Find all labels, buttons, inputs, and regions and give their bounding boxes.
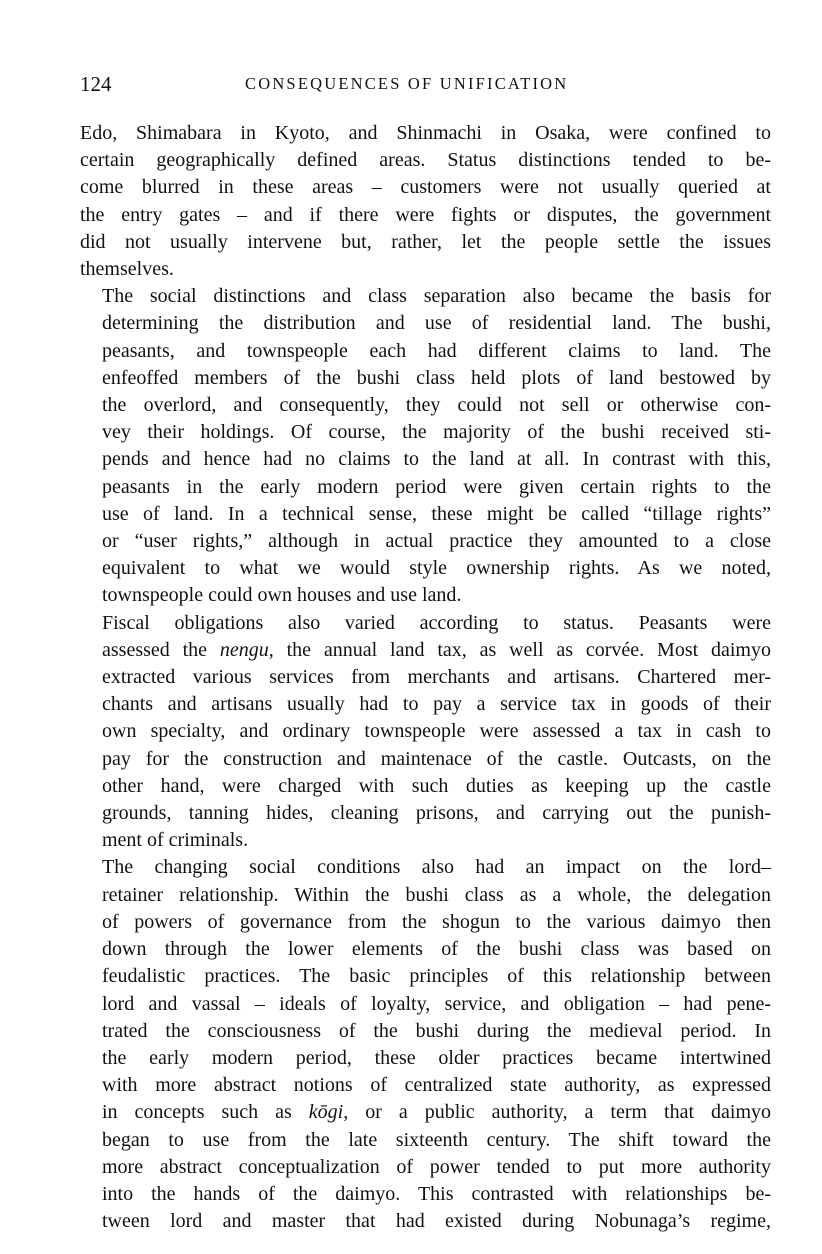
chapter-title: CONSEQUENCES OF UNIFICATION [245,74,569,93]
text-line: other hand, were charged with such duties as keeping up the castle [102,774,771,797]
book-page [80,66,771,1235]
text-line: equivalent to what we would style ownership rights. As we noted, [102,557,771,580]
text-line: peasants in the early modern period were given certain rights to the [102,475,771,498]
text-run: in concepts such as [102,1101,292,1124]
text-line: lord and vassal – ideals of loyalty, service, and obligation – had pene- [102,992,771,1015]
text-line: grounds, tanning hides, cleaning prisons, and carrying out the punish- [102,802,771,825]
text-line: own specialty, and ordinary townspeople were assessed a tax in cash to [102,720,771,743]
text-line: with more abstract notions of centralized state authority, as expressed [102,1074,771,1097]
text-line: Fiscal obligations also varied according to status. Peasants were [102,611,771,634]
text-line: themselves. [80,258,174,281]
running-head [80,66,771,102]
text-line: into the hands of the daimyo. This contrasted with relationships be- [102,1182,771,1205]
body-text [80,120,771,1235]
text-line: feudalistic practices. The basic principles of this relationship between [102,965,771,988]
text-line: began to use from the late sixteenth century. The shift toward the [102,1128,771,1151]
text-line: enfeoffed members of the bushi class held plots of land bestowed by [102,366,771,389]
text-line: The changing social conditions also had an impact on the lord– [102,856,771,879]
text-run: the annual land tax, as well as corvée. Most daimyo [286,638,771,661]
text-line: the overlord, and consequently, they could not sell or otherwise con- [102,394,771,417]
text-line: peasants, and townspeople each had different claims to land. The [102,339,771,362]
text-line: pay for the construction and maintenace of the castle. Outcasts, on the [102,747,771,770]
paragraph-2 [80,283,771,609]
text-run: or a public authority, a term that daimyo [365,1101,772,1124]
text-line: ment of criminals. [102,829,249,852]
page-number: 124 [80,72,112,96]
text-line: of powers of governance from the shogun to the various daimyo then [102,910,771,933]
italic-term: kōgi, [308,1101,349,1124]
text-line: come blurred in these areas – customers were not usually queried at [80,176,771,199]
text-line: the early modern period, these older practices became intertwined [102,1046,771,1069]
text-line: pends and hence had no claims to the land at all. In contrast with this, [102,448,771,471]
text-line-mixed [80,637,771,664]
text-line: extracted various services from merchants and artisans. Chartered mer- [102,666,771,689]
paragraph-3 [80,610,771,855]
text-line: chants and artisans usually had to pay a service tax in goods of their [102,693,771,716]
text-line: or “user rights,” although in actual practice they amounted to a close [102,530,771,553]
text-line: retainer relationship. Within the bushi class as a whole, the delegation [102,883,771,906]
text-line: The social distinctions and class separation also became the basis for [102,285,771,308]
text-line: townspeople could own houses and use land. [102,584,462,607]
paragraph-1 [80,120,771,283]
text-line: the entry gates – and if there were fights or disputes, the government [80,203,771,226]
paragraph-4 [80,854,771,1235]
text-line: certain geographically defined areas. Status distinctions tended to be- [80,149,771,172]
text-line: down through the lower elements of the bushi class was based on [102,938,771,961]
text-line: did not usually intervene but, rather, let the people settle the issues [80,230,771,253]
text-line: trated the consciousness of the bushi during the medieval period. In [102,1019,771,1042]
text-run: assessed the [102,638,208,661]
text-line: use of land. In a technical sense, these might be called “tillage rights” [102,502,771,525]
italic-term: nengu, [219,638,274,661]
text-line: tween lord and master that had existed during Nobunaga’s regime, [102,1210,771,1233]
text-line: determining the distribution and use of residential land. The bushi, [102,312,771,335]
text-line: more abstract conceptualization of power tended to put more authority [102,1155,771,1178]
text-line: vey their holdings. Of course, the majority of the bushi received sti- [102,421,771,444]
text-line-mixed [80,1099,771,1126]
text-line: Edo, Shimabara in Kyoto, and Shinmachi in Osaka, were confined to [80,122,771,144]
